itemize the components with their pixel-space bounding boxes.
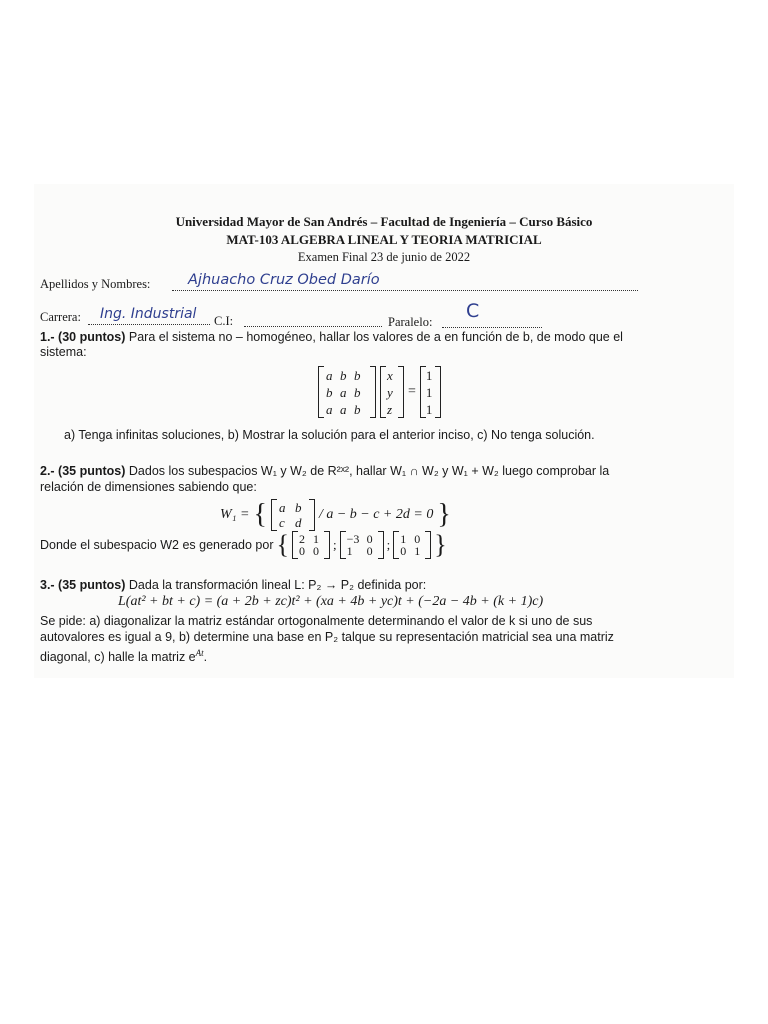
- q2-line1: [40, 464, 609, 478]
- paralelo-label: Paralelo:: [388, 315, 433, 329]
- q1-var-y: y: [387, 384, 393, 400]
- q1-coef-matrix: [318, 367, 376, 417]
- q1-var-x: x: [387, 367, 393, 383]
- q1-equals: =: [408, 384, 416, 399]
- q3-text4: diagonal, c) halle la matriz e: [40, 650, 196, 665]
- q1-rhs-1: 1: [425, 367, 433, 383]
- ci-label: C.I:: [214, 314, 234, 328]
- q3-text2: Se pide: a) diagonalizar la matriz estándar ortogonalmente determinando el valor de k si uno de sus: [40, 614, 593, 628]
- q3-text1: Dada la transformación lineal L: P₂ → P₂ definida por:: [125, 578, 427, 592]
- q1-m13: b: [354, 367, 361, 383]
- name-label: Apellidos y Nombres:: [40, 277, 151, 291]
- q3-formula: L(at² + bt + c) = (a + 2b + zc)t² + (xa + 4b + yc)t + (−2a − 4b + (k + 1)c): [118, 594, 544, 609]
- career-dotted-line: [88, 324, 210, 325]
- q3-text3: autovalores es igual a 9, b) determine una base en P₂ talque su representación matricial sea una matriz: [40, 630, 614, 644]
- q2-w1-b: b: [294, 500, 302, 515]
- q1-rhs-vector: [420, 367, 441, 417]
- q1-rhs-3: 1: [425, 401, 433, 417]
- q2-gen3-11: 1: [400, 532, 407, 546]
- q1-m33: b: [354, 401, 361, 417]
- q2-gen1-22: 0: [312, 544, 319, 558]
- q2-sep-2: ;: [386, 537, 391, 552]
- name-value: Ajhuacho Cruz Obed Darío: [188, 272, 380, 288]
- q2-w2-close-brace: }: [434, 530, 447, 559]
- q3-end: .: [203, 650, 208, 665]
- q2-w2-open-brace: {: [276, 530, 289, 559]
- q2-sep-1: ;: [332, 537, 337, 552]
- q2-gen2-11: −3: [346, 532, 360, 546]
- paralelo-dotted-line: [442, 327, 542, 328]
- q2-w1-close-brace: }: [437, 499, 451, 530]
- name-dotted-line: [172, 290, 638, 291]
- q1-m23: b: [354, 384, 361, 400]
- course-title: MAT-103 ALGEBRA LINEAL Y TEORIA MATRICIAL: [226, 232, 542, 247]
- q2-w1-condition: / a − b − c + 2d = 0: [318, 507, 434, 522]
- q1-m12: b: [340, 367, 347, 383]
- q1-number: 1.- (30 puntos): [40, 330, 126, 344]
- q2-text1: Dados los subespacios W₁ y W₂ de R²ˣ², hallar W₁ ∩ W₂ y W₁ + W₂ luego comprobar la: [125, 464, 610, 478]
- q1-m11: a: [326, 367, 333, 383]
- q2-text2: relación de dimensiones sabiendo que:: [40, 480, 257, 494]
- q2-w1-d: d: [294, 515, 302, 530]
- ci-dotted-line: [244, 326, 382, 327]
- q1-m32: a: [340, 401, 347, 417]
- q3-exponent: At: [195, 648, 204, 658]
- q1-parts: a) Tenga infinitas soluciones, b) Mostrar la solución para el anterior inciso, c) No tenga solución.: [64, 428, 595, 442]
- q2-w1-matrix: [271, 500, 315, 530]
- q1-m22: a: [340, 384, 347, 400]
- q2-gen2-12: 0: [366, 532, 373, 546]
- q2-gen1-21: 0: [298, 544, 305, 558]
- q1-system: [318, 367, 441, 417]
- q2-gen2-matrix: [340, 532, 384, 558]
- q3-line1: [40, 578, 426, 592]
- q2-gen1-matrix: [292, 532, 330, 558]
- q1-var-z: z: [387, 401, 393, 417]
- q1-line1: [40, 330, 623, 344]
- q2-gen2-21: 1: [346, 544, 353, 558]
- q2-gen2-22: 0: [366, 544, 373, 558]
- q3-line4: [40, 648, 207, 664]
- q2-gen3-21: 0: [400, 544, 407, 558]
- career-label: Carrera:: [40, 310, 81, 324]
- q2-gen3-matrix: [393, 532, 431, 558]
- q2-w1-c: c: [278, 515, 285, 530]
- q2-w1-a: a: [278, 500, 286, 515]
- q2-w2-line: [40, 530, 447, 560]
- q1-m21: b: [326, 384, 333, 400]
- q1-text2: sistema:: [40, 345, 87, 359]
- q1-text1: Para el sistema no – homogéneo, hallar los valores de a en función de b, de modo que el: [125, 330, 623, 344]
- q2-number: 2.- (35 puntos): [40, 464, 126, 478]
- q1-var-vector: [380, 367, 404, 417]
- q3-number: 3.- (35 puntos): [40, 578, 126, 592]
- paralelo-value: C: [466, 300, 480, 322]
- q2-w1-open-brace: {: [253, 499, 267, 530]
- q2-gen1-12: 1: [312, 532, 319, 546]
- q2-gen3-12: 0: [414, 532, 421, 546]
- exam-date: Examen Final 23 de junio de 2022: [297, 250, 471, 264]
- q2-w1-lhs: W₁ =: [220, 507, 250, 522]
- q2-w1-definition: [220, 498, 451, 532]
- q1-rhs-2: 1: [425, 384, 433, 400]
- q2-w2-text: Donde el subespacio W2 es generado por: [40, 538, 274, 552]
- q2-gen1-11: 2: [298, 532, 305, 546]
- career-value: Ing. Industrial: [100, 306, 197, 322]
- university-header: Universidad Mayor de San Andrés – Facultad de Ingeniería – Curso Básico: [175, 214, 593, 229]
- q2-gen3-22: 1: [414, 544, 421, 558]
- q1-m31: a: [326, 401, 333, 417]
